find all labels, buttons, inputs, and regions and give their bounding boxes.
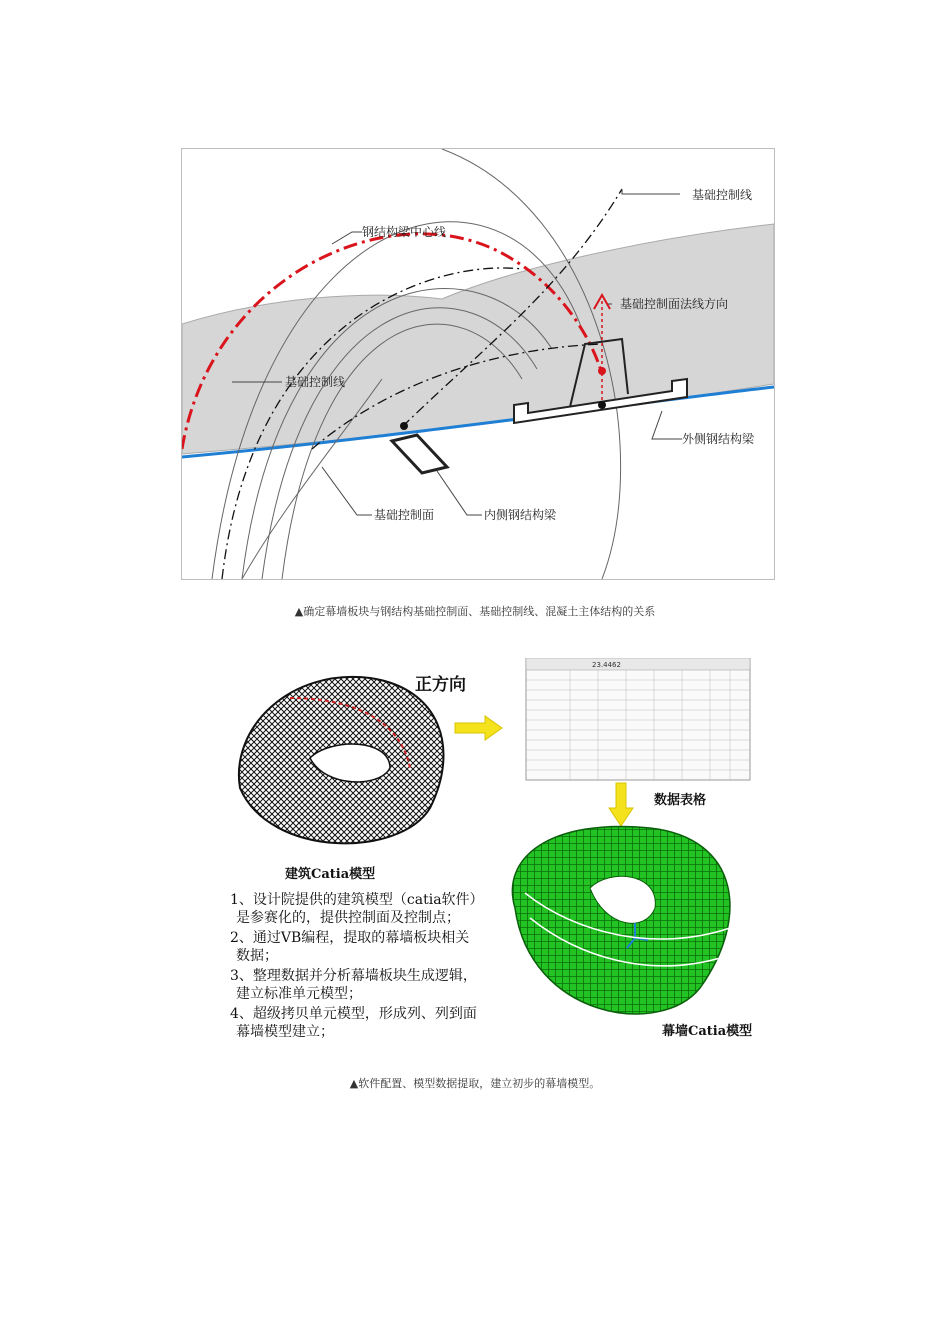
black-point xyxy=(598,401,606,409)
step-line-3: 2、通过VB编程，提取的幕墙板块相关 xyxy=(230,930,470,946)
leader-top-control-line xyxy=(622,189,680,194)
step-line-2: 是参赛化的，提供控制面及控制点； xyxy=(236,910,460,926)
formula-bar-value: 23.4462 xyxy=(592,661,621,669)
step-line-8: 幕墙模型建立； xyxy=(236,1024,334,1040)
table-label: 数据表格 xyxy=(654,793,707,808)
step-line-6: 建立标准单元模型； xyxy=(236,986,362,1002)
catia-model-label: 建筑Catia模型 xyxy=(285,867,376,882)
catia-building-model xyxy=(239,677,444,843)
label-base-control-line-top: 基础控制线 xyxy=(692,188,753,202)
step-line-4: 数据； xyxy=(236,948,278,964)
base-surface xyxy=(182,224,774,454)
step-list xyxy=(230,891,484,1040)
step-line-1: 1、设计院提供的建筑模型（catia软件） xyxy=(230,892,484,908)
leader-inner-beam xyxy=(437,471,482,515)
label-base-control-line-left: 基础控制线 xyxy=(285,375,346,389)
catia-workflow-figure xyxy=(230,658,772,1050)
leader-centerline xyxy=(332,232,362,244)
step-line-7: 4、超级拷贝单元模型，形成列、列到面 xyxy=(230,1006,477,1022)
arrow-down-icon xyxy=(609,783,633,826)
label-inner-steel-beam: 内侧钢结构梁 xyxy=(484,508,557,522)
data-spreadsheet xyxy=(526,658,750,780)
label-base-control-surface: 基础控制面 xyxy=(374,508,435,522)
leader-control-surface xyxy=(322,467,372,515)
structure-relationship-diagram xyxy=(181,148,775,580)
arrow-right-icon xyxy=(455,716,502,740)
red-point xyxy=(598,367,606,375)
curtain-model-label: 幕墙Catia模型 xyxy=(662,1024,753,1039)
figure2-caption: ▲软件配置、模型数据提取，建立初步的幕墙模型。 xyxy=(349,1077,601,1090)
direction-label: 正方向 xyxy=(415,675,466,695)
diagram-canvas xyxy=(182,149,774,579)
inner-steel-beam-shape xyxy=(392,435,447,473)
curtain-wall-model xyxy=(512,826,730,1013)
label-normal-direction: 基础控制面法线方向 xyxy=(620,297,729,311)
label-steel-beam-centerline: 钢结构梁中心线 xyxy=(362,225,447,239)
black-point-inner xyxy=(400,422,408,430)
label-outer-steel-beam: 外侧钢结构梁 xyxy=(682,432,755,446)
workflow-canvas xyxy=(230,658,772,1050)
leader-outer-beam xyxy=(652,411,682,439)
step-line-5: 3、整理数据并分析幕墙板块生成逻辑， xyxy=(230,968,477,984)
figure1-caption: ▲确定幕墙板块与钢结构基础控制面、基础控制线、混凝土主体结构的关系 xyxy=(294,605,656,618)
